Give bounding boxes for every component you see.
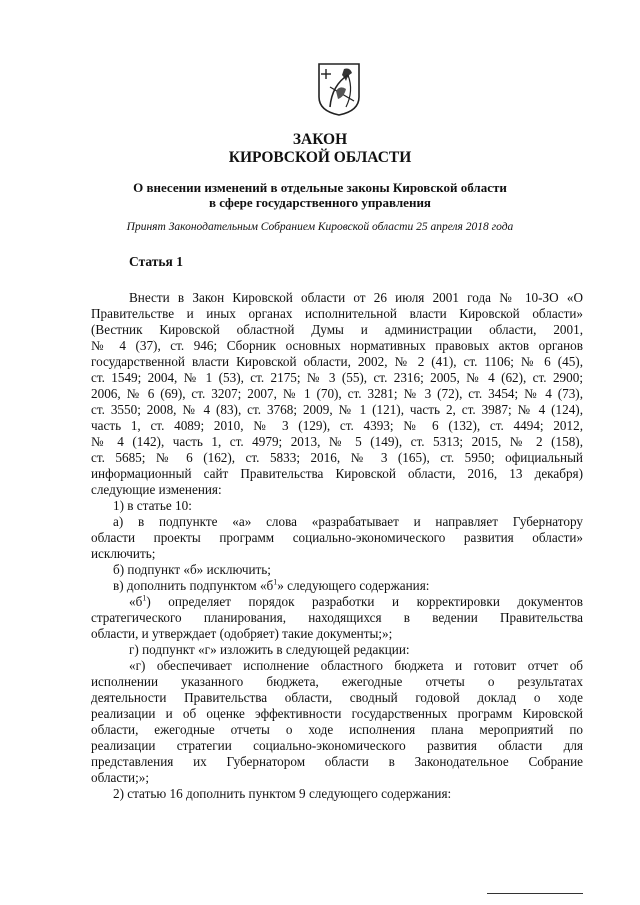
body-line: Внести в Закон Кировской области от 26 июля 2001 года № 10-ЗО «О [129,290,583,305]
document-subtitle-line-1: О внесении изменений в отдельные законы Кировской области [133,180,507,195]
list-item: а) в подпункте «а» слова «разрабатывает и направляет Губернатору [113,514,583,529]
list-item: 1) в статье 10: [113,498,192,513]
quoted-line: исполнении указанного бюджета, ежегодные отчеты о результатах [91,674,583,689]
body-line: государственной власти Кировской области, 2002, № 2 (41), ст. 1106; № 6 (45), [91,354,583,369]
body-line: ст. 3550; 2008, № 4 (83), ст. 3768; 2009, № 1 (121), часть 2, ст. 3987; № 4 (124), [91,402,583,417]
body-line: № 4 (142), часть 1, ст. 4979; 2013, № 5 (149), ст. 5313; 2015, № 2 (158), [91,434,583,449]
quoted-line: «$б^1$) определяет порядок разработки и корректировки документов [129,593,583,609]
body-line: (Вестник Кировской областной Думы и администрации области, 2001, [91,322,583,337]
body-line: следующие изменения: [91,482,222,497]
list-item: г) подпункт «г» изложить в следующей редакции: [129,642,410,657]
quoted-line: области;»; [91,770,150,785]
body-line: ст. 1549; 2004, № 1 (53), ст. 2175; № 3 (55), ст. 2316; 2005, № 4 (62), ст. 2900; [91,370,583,385]
document-subtitle-line-2: в сфере государственного управления [209,195,431,210]
quoted-line: стратегического планирования, находящихся в ведении Правительства [91,610,583,625]
quoted-line: представления их Губернатором области в Законодательное Собрание [91,754,583,769]
body-line: № 4 (37), ст. 946; Сборник основных нормативных правовых актов органов [91,338,583,353]
quoted-line: реализации и об оценке эффективности государственных программ Кировской [91,706,583,721]
quoted-line: реализации стратегии социально-экономического развития области для [91,738,583,753]
list-item: 2) статью 16 дополнить пунктом 9 следующего содержания: [113,786,452,801]
document-title-line-2: КИРОВСКОЙ ОБЛАСТИ [228,149,412,166]
quoted-line: области, и утверждает (одобряет) такие документы;»; [91,626,393,641]
body-line: информационный сайт Правительства Кировской области, 2016, 13 декабря) [91,466,583,481]
body-line: области проекты программ социально-экономического развития области» [91,530,583,545]
quoted-line: деятельности Правительства области, сводный годовой доклад о ходе [91,690,583,705]
list-item: в) дополнить подпунктом «$б^1$» следующего содержания: [113,577,430,593]
list-item: б) подпункт «б» исключить; [113,562,271,577]
document-title-line-1: ЗАКОН [292,131,348,148]
quoted-line: «г) обеспечивает исполнение областного бюджета и готовит отчет об [129,658,583,673]
article-heading: Статья 1 [129,254,183,269]
adoption-note: Принят Законодательным Собранием Кировской области 25 апреля 2018 года [126,221,514,233]
body-line: 2006, № 6 (69), ст. 3207; 2007, № 1 (70), ст. 3281; № 3 (72), ст. 3454; № 4 (73), [91,386,583,401]
signature-line [487,893,583,894]
coat-of-arms-icon [316,61,362,117]
body-line: исключить; [91,546,156,561]
body-line: часть 1, ст. 4089; 2010, № 3 (129), ст. 4393; № 6 (132), ст. 4494; 2012, [91,418,583,433]
quoted-line: области, ежегодные отчеты о ходе исполнения плана мероприятий по [91,722,583,737]
body-line: Правительстве и иных органах исполнительной власти Кировской области» [91,306,583,321]
body-line: ст. 5685; № 6 (162), ст. 5833; 2016, № 3 (165), ст. 5950; официальный [91,450,583,465]
